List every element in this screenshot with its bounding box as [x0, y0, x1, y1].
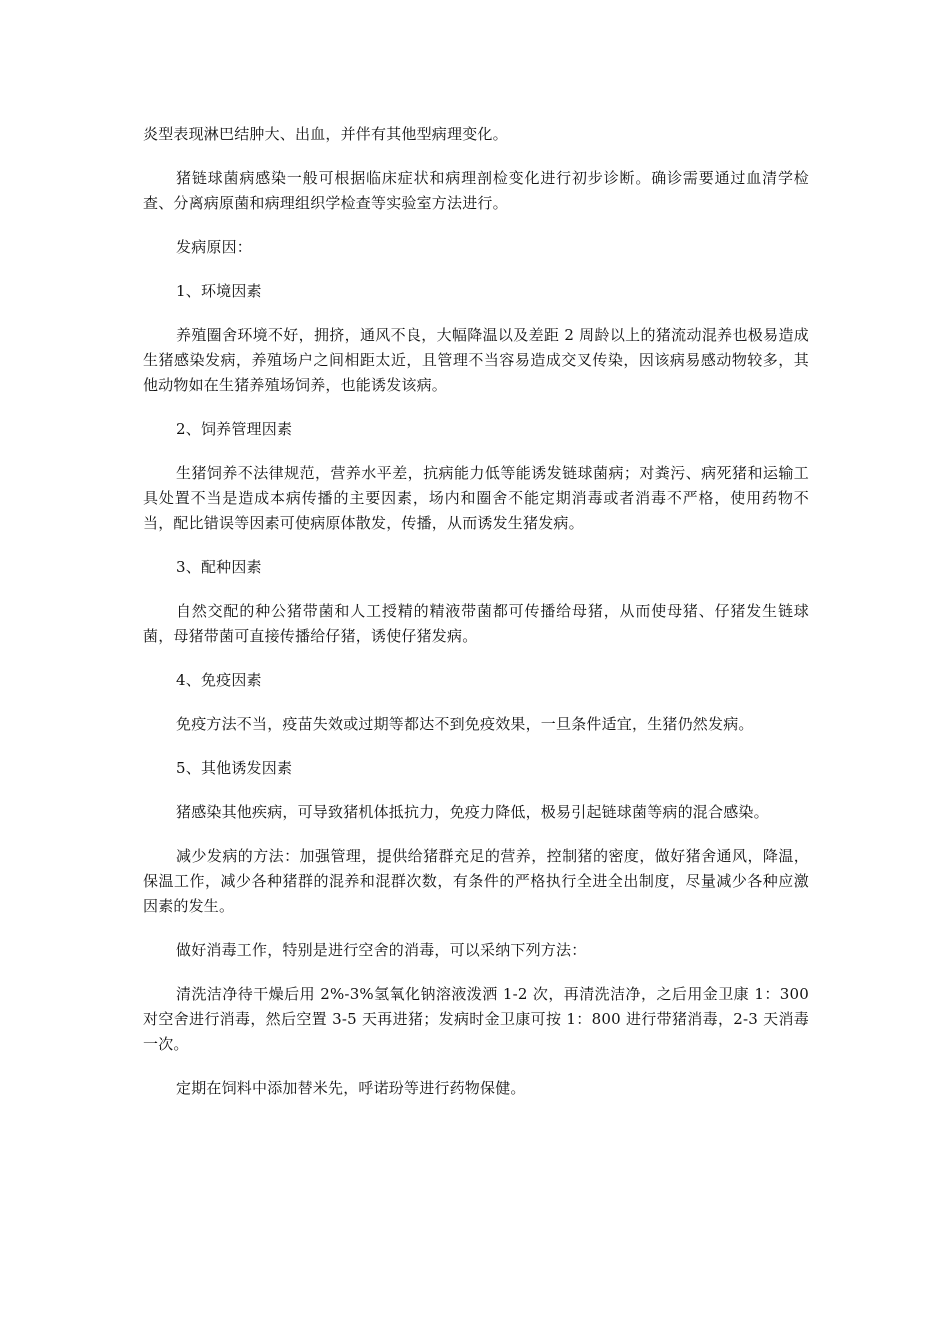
section-heading-causes: 发病原因： [176, 238, 253, 256]
paragraph-disinfection-intro: 做好消毒工作，特别是进行空舍的消毒，可以采纳下列方法： [176, 941, 587, 959]
subheading-breeding: 3、配种因素 [176, 558, 262, 576]
subheading-immunity: 4、免疫因素 [176, 671, 262, 689]
document-body [143, 122, 809, 1120]
paragraph-continuation: 炎型表现淋巴结肿大、出血，并伴有其他型病理变化。 [143, 125, 508, 143]
paragraph-feeding-management: 生猪饲养不法律规范，营养水平差，抗病能力低等能诱发链球菌病；对粪污、病死猪和运输工具处置不当是造成本病传播的主要因素，场内和圈舍不能定期消毒或者消毒不严格，使用药物不当，配比错误等因素可使病原体散发，传播，从而诱发生猪发病。 [143, 464, 809, 532]
paragraph-diagnosis: 猪链球菌病感染一般可根据临床症状和病理剖检变化进行初步诊断。确诊需要通过血清学检查、分离病原菌和病理组织学检查等实验室方法进行。 [143, 169, 809, 212]
paragraph-immunity: 免疫方法不当，疫苗失效或过期等都达不到免疫效果，一旦条件适宜，生猪仍然发病。 [176, 715, 754, 733]
subheading-environment: 1、环境因素 [176, 282, 262, 300]
subheading-other-factors: 5、其他诱发因素 [176, 759, 293, 777]
paragraph-disinfection-method: 清洗洁净待干燥后用 2%-3%氢氧化钠溶液泼洒 1-2 次，再清洗洁净，之后用金卫康 1：300 对空舍进行消毒，然后空置 3-5 天再进猪；发病时金卫康可按 1：800 进行带猪消毒，2-3 天消毒一次。 [143, 985, 809, 1053]
subheading-feeding-management: 2、饲养管理因素 [176, 420, 293, 438]
paragraph-medication: 定期在饲料中添加替米先，呼诺玢等进行药物保健。 [176, 1079, 526, 1097]
paragraph-environment: 养殖圈舍环境不好，拥挤，通风不良，大幅降温以及差距 2 周龄以上的猪流动混养也极易造成生猪感染发病，养殖场户之间相距太近，且管理不当容易造成交叉传染，因该病易感动物较多，其他动物如在生猪养殖场饲养，也能诱发该病。 [143, 326, 809, 394]
paragraph-other-factors: 猪感染其他疾病，可导致猪机体抵抗力，免疫力降低，极易引起链球菌等病的混合感染。 [176, 803, 769, 821]
paragraph-breeding: 自然交配的种公猪带菌和人工授精的精液带菌都可传播给母猪，从而使母猪、仔猪发生链球菌，母猪带菌可直接传播给仔猪，诱使仔猪发病。 [143, 602, 809, 645]
paragraph-prevention: 减少发病的方法：加强管理，提供给猪群充足的营养，控制猪的密度，做好猪舍通风，降温，保温工作，减少各种猪群的混养和混群次数，有条件的严格执行全进全出制度，尽量减少各种应激因素的发生。 [143, 847, 809, 915]
